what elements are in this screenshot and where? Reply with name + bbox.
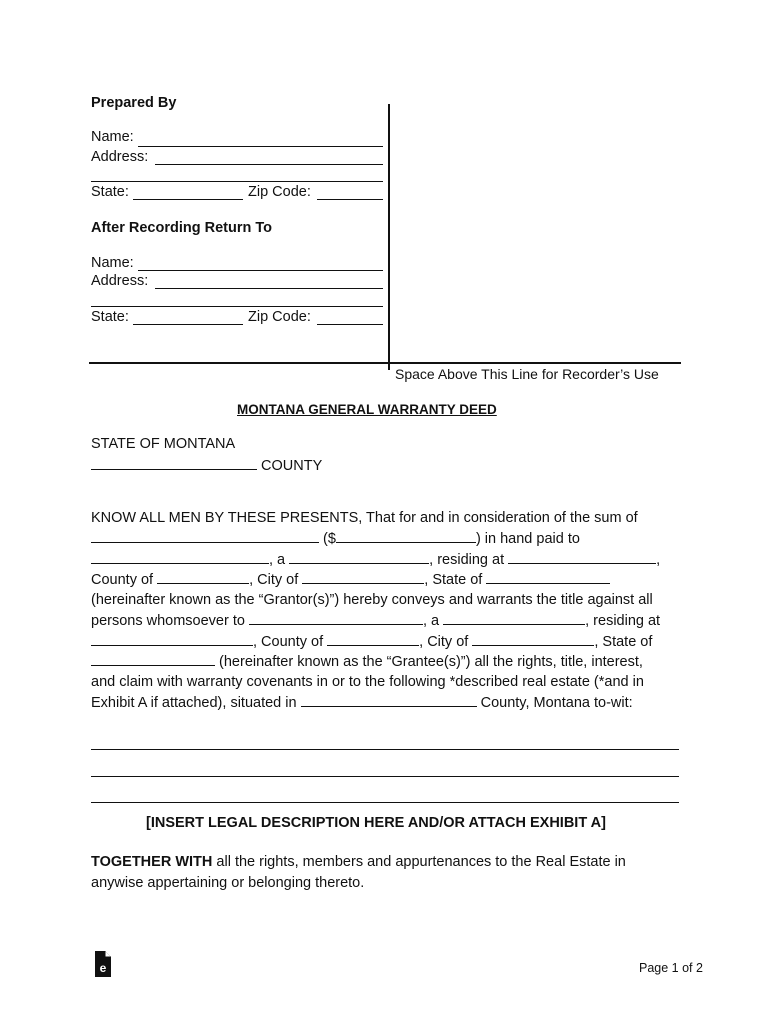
body-line-3 <box>91 549 660 571</box>
recorder-note: Space Above This Line for Recorder’s Use <box>395 366 659 382</box>
county-label: COUNTY <box>261 458 323 474</box>
return-name-field[interactable] <box>138 270 383 271</box>
grantee-address-field[interactable] <box>508 549 656 564</box>
state-of-label: , State of <box>424 572 483 588</box>
body-line-4 <box>91 569 610 591</box>
state-of-montana: STATE OF MONTANA <box>91 436 236 452</box>
a-label: , a <box>269 552 286 568</box>
grantee2-city-field[interactable] <box>472 631 594 646</box>
recorder-horizontal-divider <box>89 362 681 364</box>
residing-at-label-2: , residing at <box>585 613 661 629</box>
dollar-label: ($ <box>323 531 336 547</box>
grantor-city-field[interactable] <box>302 569 424 584</box>
grantee-known-as: (hereinafter known as the “Grantee(s)”) all the rights, title, interest, <box>219 654 643 670</box>
body-line-5: (hereinafter known as the “Grantor(s)”) hereby conveys and warrants the title against all <box>91 592 653 608</box>
together-with-line-1 <box>91 852 626 873</box>
body-line-2 <box>91 528 580 550</box>
together-with-line-2: anywise appertaining or belonging thereto. <box>91 875 365 891</box>
grantee2-state-field[interactable] <box>91 651 215 666</box>
page-number: Page 1 of 2 <box>639 961 703 975</box>
persons-whomsoever-label: persons whomsoever to <box>91 613 245 629</box>
prepared-state-label: State: <box>91 184 129 200</box>
grantee-status-field[interactable] <box>289 549 429 564</box>
consideration-amount-field[interactable] <box>336 528 476 543</box>
return-address-line2[interactable] <box>91 306 383 307</box>
grantee2-county-field[interactable] <box>327 631 419 646</box>
svg-text:e: e <box>99 961 107 975</box>
property-county-field[interactable] <box>301 692 477 707</box>
together-with-bold: TOGETHER WITH <box>91 854 213 870</box>
return-name-label: Name: <box>91 255 134 271</box>
return-state-field[interactable] <box>133 324 243 325</box>
city-of-label: , City of <box>249 572 299 588</box>
prepared-address-label: Address: <box>91 149 149 165</box>
grantee2-status-field[interactable] <box>443 610 585 625</box>
city-of-label-2: , City of <box>419 634 469 650</box>
grantee-name-field[interactable] <box>91 549 269 564</box>
recorder-vertical-divider <box>388 104 390 370</box>
together-with-rest: all the rights, members and appurtenances to the Real Estate in <box>212 854 626 870</box>
county-of-label: County of <box>91 572 154 588</box>
prepared-address-field[interactable] <box>155 164 383 165</box>
in-hand-paid-label: ) in hand paid to <box>475 531 580 547</box>
grantee2-address-field[interactable] <box>91 631 253 646</box>
document-title: MONTANA GENERAL WARRANTY DEED <box>237 402 497 417</box>
a-label-2: , a <box>422 613 440 629</box>
return-zip-field[interactable] <box>317 324 383 325</box>
legal-description-line-2[interactable] <box>91 776 679 777</box>
insert-legal-description-note: [INSERT LEGAL DESCRIPTION HERE AND/OR ATTACH EXHIBIT A] <box>146 815 606 831</box>
return-to-heading: After Recording Return To <box>91 220 272 236</box>
county-field[interactable] <box>91 455 257 470</box>
state-of-label-2: , State of <box>594 634 653 650</box>
prepared-zip-label: Zip Code: <box>248 184 311 200</box>
county-of-label-2: , County of <box>253 634 324 650</box>
prepared-name-label: Name: <box>91 129 134 145</box>
prepared-address-line2[interactable] <box>91 181 383 182</box>
body-line-1: KNOW ALL MEN BY THESE PRESENTS, That for and in consideration of the sum of <box>91 510 638 526</box>
prepared-name-field[interactable] <box>138 146 383 147</box>
body-line-8 <box>91 651 643 673</box>
prepared-state-field[interactable] <box>133 199 243 200</box>
return-state-label: State: <box>91 309 129 325</box>
county-line <box>91 455 322 474</box>
comma: , <box>656 552 661 568</box>
eforms-logo-icon <box>94 951 112 981</box>
body-line-10 <box>91 692 633 714</box>
legal-description-line-1[interactable] <box>91 749 679 750</box>
prepared-by-heading: Prepared By <box>91 95 177 111</box>
return-address-field[interactable] <box>155 288 383 289</box>
grantee2-name-field[interactable] <box>249 610 423 625</box>
return-address-label: Address: <box>91 273 149 289</box>
county-montana-label: County, Montana to-wit: <box>480 695 633 711</box>
situated-in-label: Exhibit A if attached), situated in <box>91 695 297 711</box>
legal-description-line-3[interactable] <box>91 802 679 803</box>
consideration-words-field[interactable] <box>91 528 319 543</box>
grantor-state-field[interactable] <box>486 569 610 584</box>
return-zip-label: Zip Code: <box>248 309 311 325</box>
body-line-9: and claim with warranty covenants in or to the following *described real estate (*and in <box>91 674 644 690</box>
residing-at-label: , residing at <box>429 552 505 568</box>
prepared-zip-field[interactable] <box>317 199 383 200</box>
grantor-county-field[interactable] <box>157 569 249 584</box>
body-line-6 <box>91 610 660 632</box>
body-line-7 <box>91 631 652 653</box>
